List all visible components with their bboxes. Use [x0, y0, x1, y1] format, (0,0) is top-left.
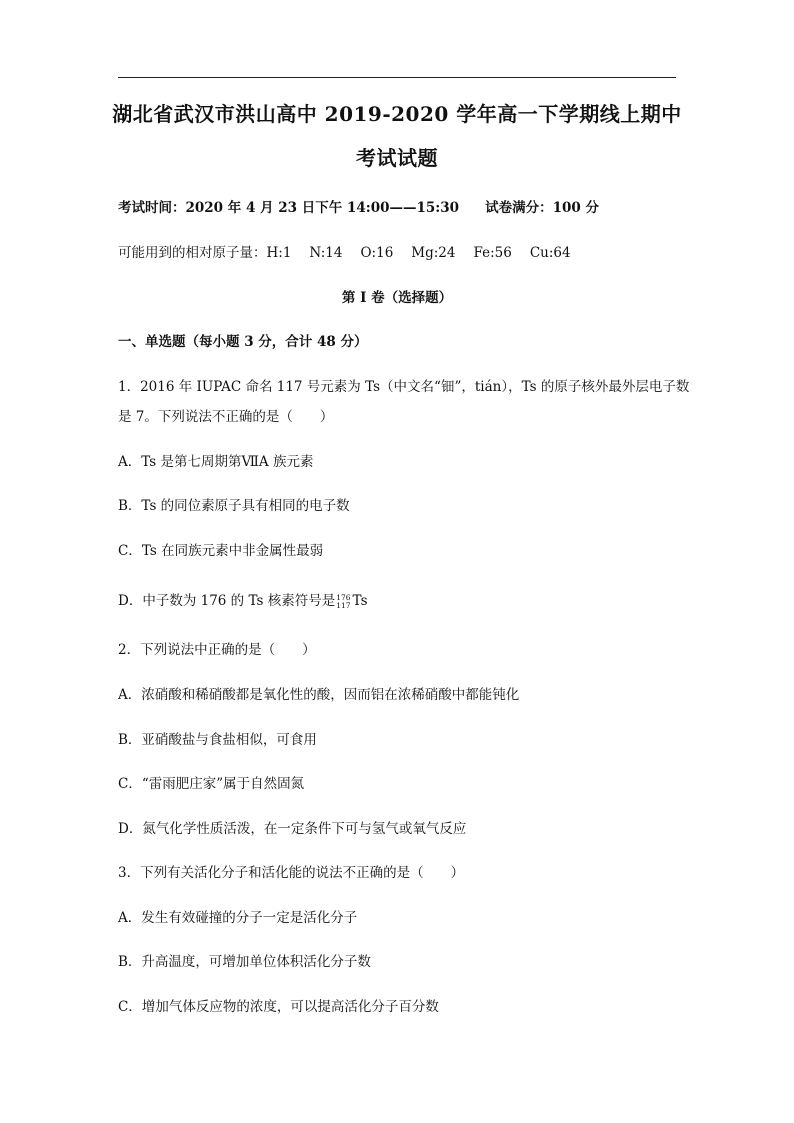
question-2-stem: 2．下列说法中正确的是（ ） [118, 642, 316, 658]
header-rule [118, 77, 676, 78]
question-3-option-c: C．增加气体反应物的浓度，可以提高活化分子百分数 [118, 999, 439, 1015]
section-title: 第 I 卷（选择题） [341, 290, 453, 306]
question-3-option-b: B．升高温度，可增加单位体积活化分子数 [118, 954, 371, 970]
question-3-stem: 3．下列有关活化分子和活化能的说法不正确的是（ ） [118, 865, 465, 881]
document-title-line2: 考试试题 [356, 146, 438, 170]
question-2-option-a: A．浓硝酸和稀硝酸都是氧化性的酸，因而铝在浓稀硝酸中都能钝化 [118, 687, 520, 703]
question-1-option-d [118, 591, 688, 611]
isotope-atomic-number: 117 [336, 600, 351, 610]
question-2-option-c: C．“雷雨肥庄家”属于自然固氮 [118, 776, 305, 792]
question-1-option-b: B．Ts 的同位素原子具有相同的电子数 [118, 498, 350, 514]
question-1-stem-line2: 是 7。下列说法不正确的是（ ） [118, 409, 334, 425]
exam-info [118, 198, 688, 218]
exam-time: 考试时间：2020 年 4 月 23 日下午 14:00——15:30 [118, 200, 460, 216]
atomic-mass-item: Cu:64 [529, 245, 571, 261]
atomic-masses-label: 可能用到的相对原子量：H:1 [118, 245, 292, 261]
atomic-mass-item: N:14 [309, 245, 343, 261]
atomic-mass-item: Fe:56 [473, 245, 512, 261]
atomic-masses [118, 243, 688, 263]
question-1-stem-line1: 1．2016 年 IUPAC 命名 117 号元素为 Ts（中文名“钿”，tián），Ts 的原子核外最外层电子数 [118, 379, 690, 395]
question-1-option-c: C．Ts 在同族元素中非金属性最弱 [118, 543, 324, 559]
atomic-mass-item: O:16 [360, 245, 394, 261]
question-2-option-d: D．氮气化学性质活泼，在一定条件下可与氢气或氧气反应 [118, 821, 467, 837]
isotope-notation [336, 594, 350, 610]
question-1-option-a: A．Ts 是第七周期第ⅦA 族元素 [118, 454, 314, 470]
isotope-symbol: Ts [352, 593, 368, 609]
question-3-option-a: A．发生有效碰撞的分子一定是活化分子 [118, 910, 358, 926]
exam-full-score: 试卷满分：100 分 [485, 200, 599, 216]
document-title-line1: 湖北省武汉市洪山高中 2019-2020 学年高一下学期线上期中 [112, 102, 682, 126]
option-d-text: D．中子数为 176 的 Ts 核素符号是 [118, 593, 336, 609]
part-title: 一、单选题（每小题 3 分，合计 48 分） [118, 334, 368, 350]
isotope-mass-number: 176 [336, 592, 351, 602]
atomic-mass-item: Mg:24 [411, 245, 456, 261]
question-2-option-b: B．亚硝酸盐与食盐相似，可食用 [118, 732, 317, 748]
